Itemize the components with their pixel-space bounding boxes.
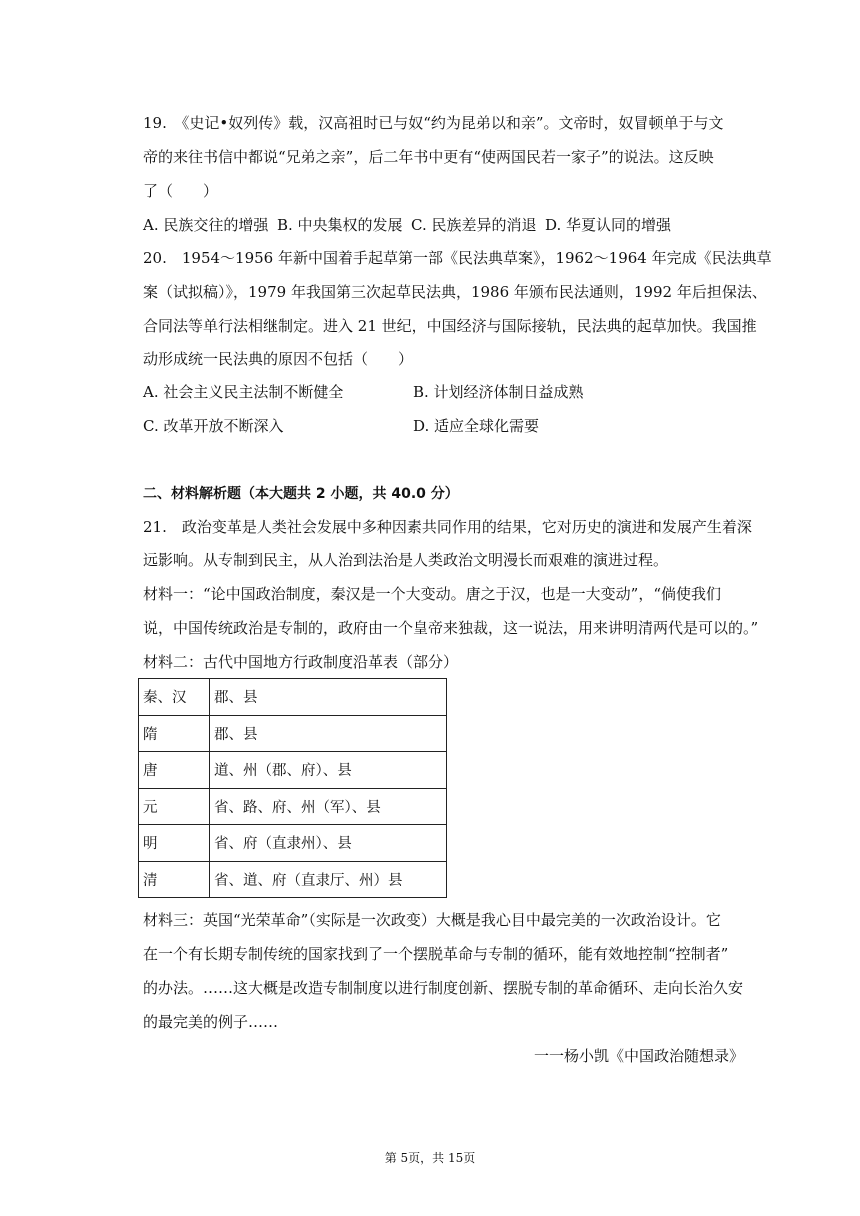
q19-line-2: 帝的来往书信中都说“兄弟之亲”，后二年书中更有“使两国民若一家子”的说法。这反映 [143,148,714,166]
system-cell: 省、道、府（直隶厅、州）县 [210,861,447,898]
material3-source: 一一杨小凯《中国政治随想录》 [533,1047,744,1065]
admin-system-table [138,678,447,898]
era-cell: 秦、汉 [139,679,210,716]
q21-intro-line-1: 21. 政治变革是人类社会发展中多种因素共同作用的结果，它对历史的演进和发展产生着深 [143,518,752,536]
era-cell: 元 [139,788,210,825]
system-cell: 省、府（直隶州）、县 [210,825,447,862]
system-cell: 省、路、府、州（军）、县 [210,788,447,825]
q20-line-1: 20. 1954～1956 年新中国着手起草第一部《民法典草案》，1962～1964 年完成《民法典草 [143,249,772,267]
material3-line-4: 的最完美的例子…… [143,1013,279,1031]
q21-intro-line-2: 远影响。从专制到民主，从人治到法治是人类政治文明漫长而艰难的演进过程。 [143,551,669,569]
q19-option-a: A. 民族交往的增强 [143,216,269,234]
q19-option-d: D. 华夏认同的增强 [545,216,672,234]
q20-option-c: C. 改革开放不断深入 [143,417,284,435]
system-cell: 道、州（郡、府）、县 [210,752,447,789]
era-cell: 隋 [139,715,210,752]
section-heading: 二、材料解析题（本大题共 2 小题，共 40.0 分） [143,486,459,502]
table-row [139,861,447,898]
q20-line-2: 案（试拟稿）》，1979 年我国第三次起草民法典，1986 年颁布民法通则，1992 年后担保法、 [143,283,767,301]
q20-option-a: A. 社会主义民主法制不断健全 [143,383,344,401]
q20-line-3: 合同法等单行法相继制定。进入 21 世纪，中国经济与国际接轨，民法典的起草加快。我国推 [143,317,757,335]
q20-option-d: D. 适应全球化需要 [413,417,540,435]
table-row [139,752,447,789]
q20-option-b: B. 计划经济体制日益成熟 [413,383,584,401]
era-cell: 清 [139,861,210,898]
material3-line-3: 的办法。……这大概是改造专制制度以进行制度创新、摆脱专制的革命循环、走向长治久安 [143,979,744,997]
q19-line-3: 了（ ） [143,182,219,200]
material3-line-2: 在一个有长期专制传统的国家找到了一个摆脱革命与专制的循环，能有效地控制“控制者” [143,945,729,963]
era-cell: 明 [139,825,210,862]
page-footer: 第 5页，共 15页 [384,1151,476,1165]
q19-option-b: B. 中央集权的发展 [277,216,403,234]
material1-line-1: 材料一：“论中国政治制度，秦汉是一个大变动。唐之于汉，也是一大变动”，“倘使我们 [143,585,722,603]
system-cell: 郡、县 [210,679,447,716]
q19-option-c: C. 民族差异的消退 [411,216,537,234]
material2-title: 材料二：古代中国地方行政制度沿革表（部分） [143,653,459,671]
table-row [139,788,447,825]
table-row [139,825,447,862]
material1-line-2: 说，中国传统政治是专制的，政府由一个皇帝来独裁，这一说法，用来讲明清两代是可以的。” [143,619,759,637]
system-cell: 郡、县 [210,715,447,752]
q19-line-1: 19. 《史记•奴列传》载，汉高祖时已与奴“约为昆弟以和亲”。文帝时，奴冒顿单于与文 [143,114,724,132]
q20-line-4: 动形成统一民法典的原因不包括（ ） [143,350,414,368]
table-row [139,679,447,716]
material3-line-1: 材料三：英国“光荣革命”（实际是一次政变）大概是我心目中最完美的一次政治设计。它 [143,911,721,929]
table-row [139,715,447,752]
era-cell: 唐 [139,752,210,789]
